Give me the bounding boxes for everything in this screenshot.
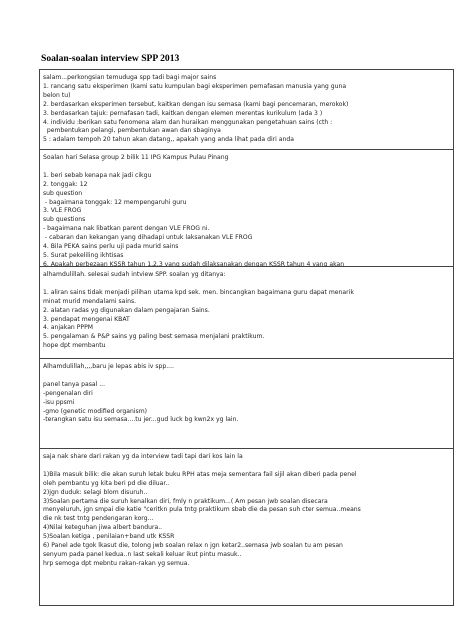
text-line [43,280,450,289]
text-line: 3. VLE FROG [43,207,82,215]
text-line: 4. individu :berikan satu fenomena alam dan huraikan menggunakan pengetahuan sains (cth : [43,118,333,126]
text-line: - bagaimana nak libatkan parent dengan VLE FROG ni. [43,225,210,233]
text-line: 2. tonggak: 12 [43,180,88,188]
text-line: 6. Apakah perbezaan KSSR tahun 1,2,3 yang sudah dilaksanakan dengan KSSR tahun 4 yang akan [43,260,345,267]
text-block [40,150,453,267]
text-line: 1. rancang satu eksperimen (kami satu kumpulan bagi eksperimen pernafasan manusia yang guna [43,82,347,90]
text-block [40,70,453,150]
text-line: 2. berdasarkan eksperimen tersebut, kaitkan dengan isu semasa (kami bagi pencemaran, merokok) [43,100,349,108]
text-line: Soalan hari Selasa group 2 bilik 11 IPG Kampus Pulau Pinang [43,154,229,161]
text-line [43,163,450,172]
text-line: panel tanya pasal ... [43,380,106,388]
text-line: pembentukan pelangi, pembentukan awan dan sbaginya [43,127,221,135]
text-line: - cabaran dan kekangan yang dihadapi untuk laksanakan VLE FROG [43,234,253,242]
text-line: 4. Bila PEKA sains perlu uji pada murid sains [43,243,179,251]
text-line: -terangkan satu isu semasa....tu jer...gud luck bg kwn2x yg lain. [43,416,239,424]
text-line: 6) Panel ade tgok lkasut die, tolong jwb soalan relax n jgn ketar2..semasa jwb soalan tu am pesan [43,542,343,550]
text-line: 5 : adalam tempoh 20 tahun akan datang,, apakah yang anda lihat pada diri anda [43,136,294,144]
text-line [43,462,450,471]
text-block [40,449,453,606]
text-line: 3. berdasarkan tajuk: pernafasan tadi, kaitkan dengan elemen merentas kurikulum (ada 3 ) [43,109,323,117]
text-line: sub question [43,189,83,197]
text-line: senyum pada panel kedua..n last sekali keluar ikut pintu masuk.. [43,550,242,558]
text-line: -pengenalan diri [43,389,93,397]
text-line: salam...perkongsian temuduga spp tadi bagi major sains [43,74,217,81]
text-line: 2. alatan radas yg digunakan dalam pengajaran Sains. [43,306,210,314]
text-line: 3)Soalan pertama die suruh kenalkan diri, fmly n praktikum...( Am pesan jwb soalan disecara [43,497,328,505]
text-line: alhamdulillah. selesai sudah intview SPP. soalan yg ditanya: [43,271,226,278]
text-line: 3. pendapat mengenai KBAT [43,315,130,323]
text-line: 1. aliran sains tidak menjadi pilihan utama kpd sek. men. bincangkan bagaimana guru dapat menarik [43,288,354,296]
text-line: 5)Soalan ketiga , penilaian+band utk KSSR [43,533,175,541]
text-line: 5. pengalaman & P&P sains yg paling best semasa menjalani praktikum. [43,333,265,341]
text-line: 1. beri sebab kenapa nak jadi cikgu [43,171,152,179]
text-block [40,359,453,449]
text-line: Alhamdulillah,,,,baru je lepas abis iv spp.... [43,363,174,370]
text-line: menyeluruh, jgn smpai die katie "ceritkn pula tntg praktikum sbab die da pesan suh cter semua..means [43,506,361,514]
text-line: sub questions [43,216,86,224]
document-table [39,69,454,606]
text-line [43,372,450,381]
text-line: hope dpt membantu [43,342,106,350]
text-line: -gmo (genetic modified organism) [43,407,148,415]
text-line: - bagaimana tonggak: 12 mempengaruhi guru [43,198,187,206]
text-line: 5. Surat pekeliling ikhtisas [43,251,124,259]
text-line: minat murid mendalami sains. [43,297,137,305]
text-line: -isu ppsmi [43,398,75,406]
text-line: 1)Bila masuk bilik: die akan suruh letak buku RPH atas meja sementara fail sijil akan diberi pada penel [43,470,357,478]
text-block [40,267,453,359]
page-title: Soalan-soalan interview SPP 2013 [41,53,180,64]
text-line: hrp semoga dpt mebntu rakan-rakan yg semua. [43,559,190,567]
text-line: belon tu) [43,91,71,99]
text-line: saja nak share dari rakan yg da interview tadi tapi dari kos lain la [43,453,243,460]
text-line: 2)jgn duduk: selagi blom disuruh.. [43,488,148,496]
text-line: oleh pembantu yg kita beri pd die diluar.. [43,479,170,487]
text-line: 4. anjakan PPPM [43,324,94,332]
text-line: die nk test tntg pendengaran korg... [43,515,154,523]
text-line: 4)Nilai keteguhan jiwa albert bandura.. [43,524,163,532]
